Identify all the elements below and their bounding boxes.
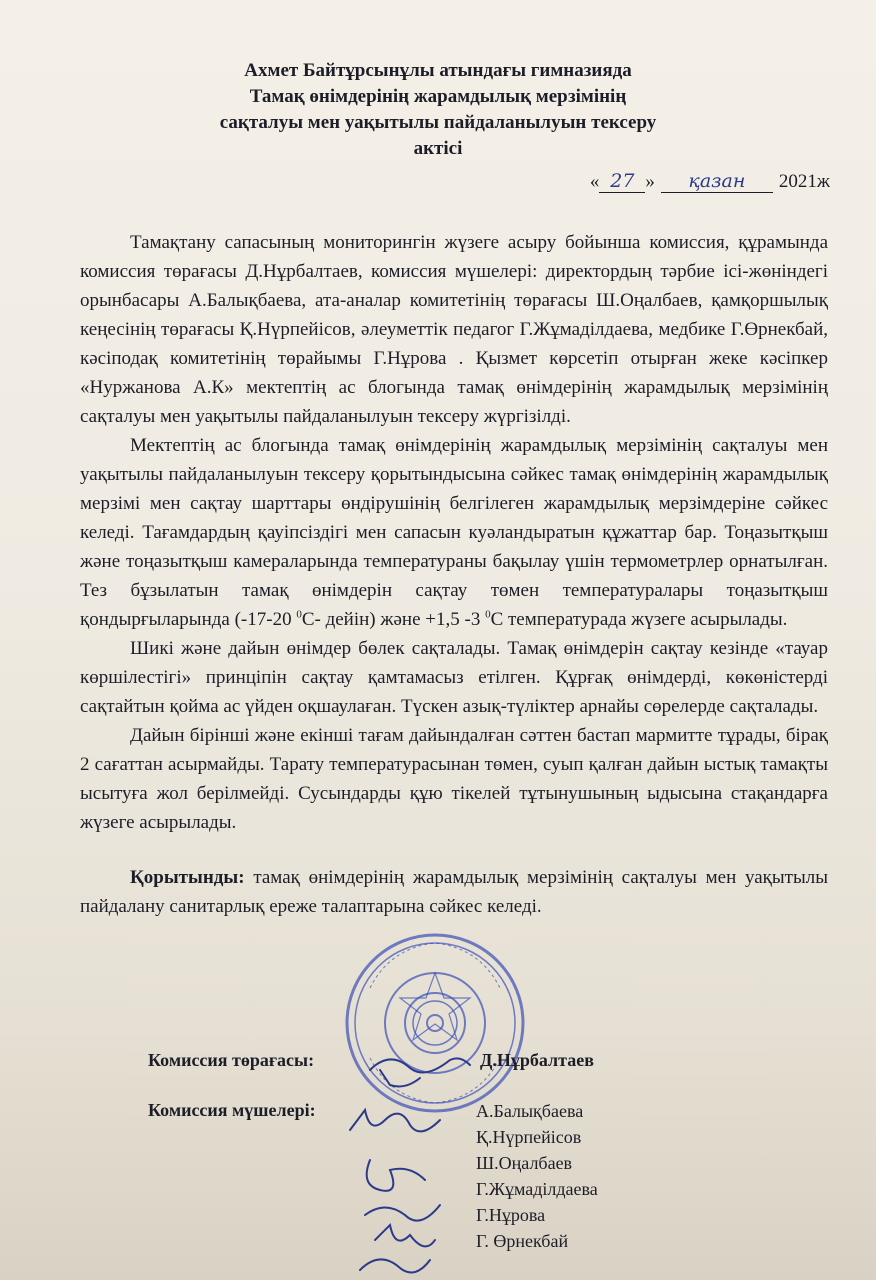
handwritten-signatures — [330, 1040, 480, 1280]
conclusion-text: тамақ өнімдерінің жарамдылық мерзімінің сақталуы мен уақытылы пайдалану санитарлық ереже талаптарына сәйкес келеді. — [80, 867, 828, 917]
date-month: қазан — [661, 170, 773, 193]
paragraph-conclusion — [80, 863, 828, 921]
title-line-2: Тамақ өнімдерінің жарамдылық мерзімінің — [249, 86, 627, 107]
paragraph-serving: Дайын бірінші және екінші тағам дайындалған сәттен бастап мармитте тұрады, бірақ 2 сағаттан асырмайды. Тарату температурасынан төмен, суып қалған дайын ыстық тамақты ысытуға жол берілмейді. Сусындарды құю тікелей тұтынушының ыдысына стақандарға жүзеге асырылады. — [80, 725, 828, 833]
paragraph-results-part-3: С температурада жүзеге асырылады. — [490, 609, 788, 630]
date-day: 27 — [599, 170, 645, 193]
title-line-3: сақталуы мен уақытылы пайдаланылуын тексеру — [219, 112, 657, 133]
date-open-quote: « — [589, 171, 600, 192]
title-line-1: Ахмет Байтұрсынұлы атындағы гимназияда — [244, 60, 632, 81]
degree-superscript-2: 0 — [485, 608, 491, 621]
document-title — [0, 58, 876, 162]
member-name: А.Балықбаева — [476, 1101, 584, 1121]
paragraph-results-part-1: Мектептің ас блогында тамақ өнімдерінің жарамдылық мерзімінің сақталуы мен уақытылы пайдаланылуын тексеру қорытындысына сәйкес тамақ өнімдерінің жарамдылық мерзімі мен сақтау шарттары өндірушінің белгілеген жарамдылық мерзімдеріне сәйкес келеді. Тағамдардың қауіпсіздігі мен сапасын куәландыратын құжаттар бар. Тоңазытқыш және тоңазытқыш камераларында температураны бақылау үшін термометрлер орнатылған. Тез бұзылатын тамақ өнімдерін сақтау төмен температуралары тоңазытқыш қондырғыларында (-17-20 — [80, 435, 828, 630]
document-date — [590, 170, 830, 193]
members-label: Комиссия мүшелері: — [148, 1100, 316, 1120]
paragraph-results-part-2: С- дейін) және +1,5 -3 — [301, 609, 486, 630]
paragraph-commission: Тамақтану сапасының мониторингін жүзеге асыру бойынша комиссия, құрамында комиссия төрағасы Д.Нұрбалтаев, комиссия мүшелері: директордың тәрбие ісі-жөніндегі орынбасары А.Балықбаева, ата-аналар комитетінің төрағасы Ш.Оңалбаев, қамқоршылық кеңесінің төрағасы Қ.Нүрпейісов, әлеуметтік педагог Г.Жұмаділдаева, медбике Г.Өрнекбай, кәсіподақ комитетінің төрайымы Г.Нұрова . Қызмет көрсетіп отырған жеке кәсіпкер «Нуржанова А.К» мектептің ас блогында тамақ өнімдерінің жарамдылық мерзімінің сақталуы мен уақытылы пайдаланылуын тексеру жүргізілді. — [80, 232, 828, 427]
member-name: Ш.Оңалбаев — [476, 1153, 573, 1173]
chair-label: Комиссия төрағасы: — [148, 1050, 315, 1070]
chair-name: Д.Нұрбалтаев — [480, 1050, 594, 1070]
member-name: Қ.Нүрпейісов — [476, 1127, 582, 1147]
member-name: Г. Өрнекбай — [476, 1231, 569, 1251]
date-year: 2021ж — [778, 171, 830, 192]
date-close-quote: » — [645, 171, 655, 192]
paragraph-inspection-results — [80, 431, 828, 634]
member-name: Г.Нұрова — [476, 1205, 546, 1225]
paragraph-storage: Шикі және дайын өнімдер бөлек сақталады. Тамақ өнімдерін сақтау кезінде «тауар көршілестігі» принціпін сақтау қамтамасыз етілген. Құрғақ өнімдерді, көкөністерді сақтайтын қойма ас үйден оқшаулаған. Түскен азық-түліктер арнайы сөрелерде сақталады. — [80, 638, 828, 717]
document-body — [80, 228, 828, 921]
title-line-4: актісі — [413, 138, 463, 159]
member-name: Г.Жұмаділдаева — [476, 1179, 598, 1199]
members-list — [476, 1098, 598, 1254]
degree-superscript-1: 0 — [296, 608, 302, 621]
conclusion-label: Қорытынды: — [130, 867, 245, 888]
